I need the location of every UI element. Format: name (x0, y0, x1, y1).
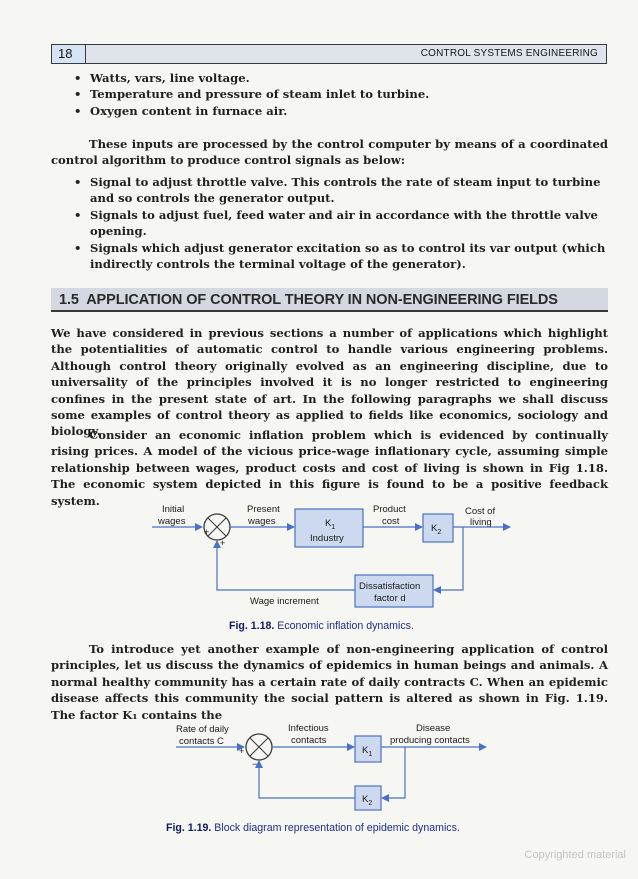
living-label: living (470, 517, 492, 528)
list-item: • Oxygen content in furnace air. (72, 103, 612, 119)
epidemic-paragraph: To introduce yet another example of non-engineering application of control principles, let us discuss the dynamics of epidemics in human beings and animals. A normal healthy community has a certain rate of daily contracts C. When an epidemic disease affects this community the social pattern is altered as shown in Fig. 1.19. The factor K₁ contains the (51, 642, 608, 722)
list-item: • Signal to adjust throttle valve. This controls the rate of steam input to turbine and so controls the generator output. (72, 174, 612, 207)
fig-1-19-label: Fig. 1.19. (166, 822, 212, 834)
k2-block (423, 514, 453, 542)
page-header (51, 44, 607, 64)
rate-daily-label: Rate of daily (176, 724, 229, 735)
k2-symbol: $K_2$ (431, 523, 442, 536)
fig-1-19-caption (166, 822, 460, 834)
inflation-block-diagram (140, 498, 520, 616)
signal-bullet-list (72, 174, 612, 272)
fig-1-18-label: Fig. 1.18. (229, 620, 275, 632)
section-title: APPLICATION OF CONTROL THEORY IN NON-ENGINEERING FIELDS (86, 292, 558, 308)
product-label: Product (373, 504, 406, 515)
present-wages-label: wages (248, 516, 276, 527)
initial-wages-label: wages (158, 516, 186, 527)
section-heading (51, 288, 608, 312)
inflation-paragraph: Consider an economic inflation problem which is evidenced by continually rising prices. A model of the vicious price-wage inflationary cycle, assuming simple relationship between wages, product costs and cost of living is shown in Fig 1.18. The economic system depicted in this figure is found to be a positive feedback system. (51, 428, 608, 508)
industry-label: Industry (310, 533, 344, 544)
fig-1-19-text: Block diagram representation of epidemic dynamics. (214, 822, 460, 834)
list-item: • Watts, vars, line voltage. (72, 70, 612, 86)
wage-increment-label: Wage increment (250, 596, 319, 607)
producing-contacts-label: producing contacts (390, 735, 470, 746)
product-cost-label: cost (382, 516, 400, 527)
initial-label: Initial (162, 504, 185, 515)
k1-symbol: $K_1$ (325, 518, 336, 531)
plus-sign-bottom: + (220, 538, 226, 548)
list-item: • Temperature and pressure of steam inlet to turbine. (72, 86, 612, 102)
running-title: CONTROL SYSTEMS ENGINEERING (420, 48, 598, 59)
plus-sign-top: + (204, 527, 210, 537)
processed-paragraph: These inputs are processed by the control computer by means of a coordinated control algorithm to produce control signals as below: (51, 137, 608, 168)
present-label: Present (247, 504, 280, 515)
minus-sign: − (252, 759, 258, 769)
copyright-watermark: Copyrighted material (524, 849, 626, 861)
k1-symbol: $K_1$ (362, 745, 373, 758)
intro-paragraph: We have considered in previous sections a number of applications which highlight the potentialities of automatic control to handle various engineering problems. Although control theory originally evolved as an engineering discipline, due to universality of the principles involved it is no longer restricted to engineering confines in the present state of art. In the following paragraphs we shall discuss some examples of control theory as applied to fields like economics, sociology and biology. (51, 326, 608, 439)
fig-1-18-text: Economic inflation dynamics. (277, 620, 414, 632)
epidemic-block-diagram (168, 716, 498, 818)
infectious-contacts-label: contacts (291, 735, 327, 746)
dissatisfaction-label: Dissatisfaction (359, 581, 421, 592)
page-number: 18 (52, 45, 86, 63)
contacts-c-label: contacts C (179, 736, 224, 747)
cost-of-label: Cost of (465, 506, 496, 517)
k2-symbol: $K_2$ (362, 794, 373, 807)
factor-d-label: factor d (374, 593, 406, 604)
input-bullet-list (72, 70, 612, 119)
disease-label: Disease (416, 723, 451, 734)
section-number: 1.5 (59, 292, 79, 308)
fig-1-18-caption (229, 620, 414, 632)
infectious-label: Infectious (288, 723, 329, 734)
plus-sign: + (239, 746, 245, 756)
list-item: • Signals which adjust generator excitation so as to control its var output (which indirectly controls the terminal voltage of the generator). (72, 240, 612, 273)
list-item: • Signals to adjust fuel, feed water and air in accordance with the throttle valve opening. (72, 207, 612, 240)
